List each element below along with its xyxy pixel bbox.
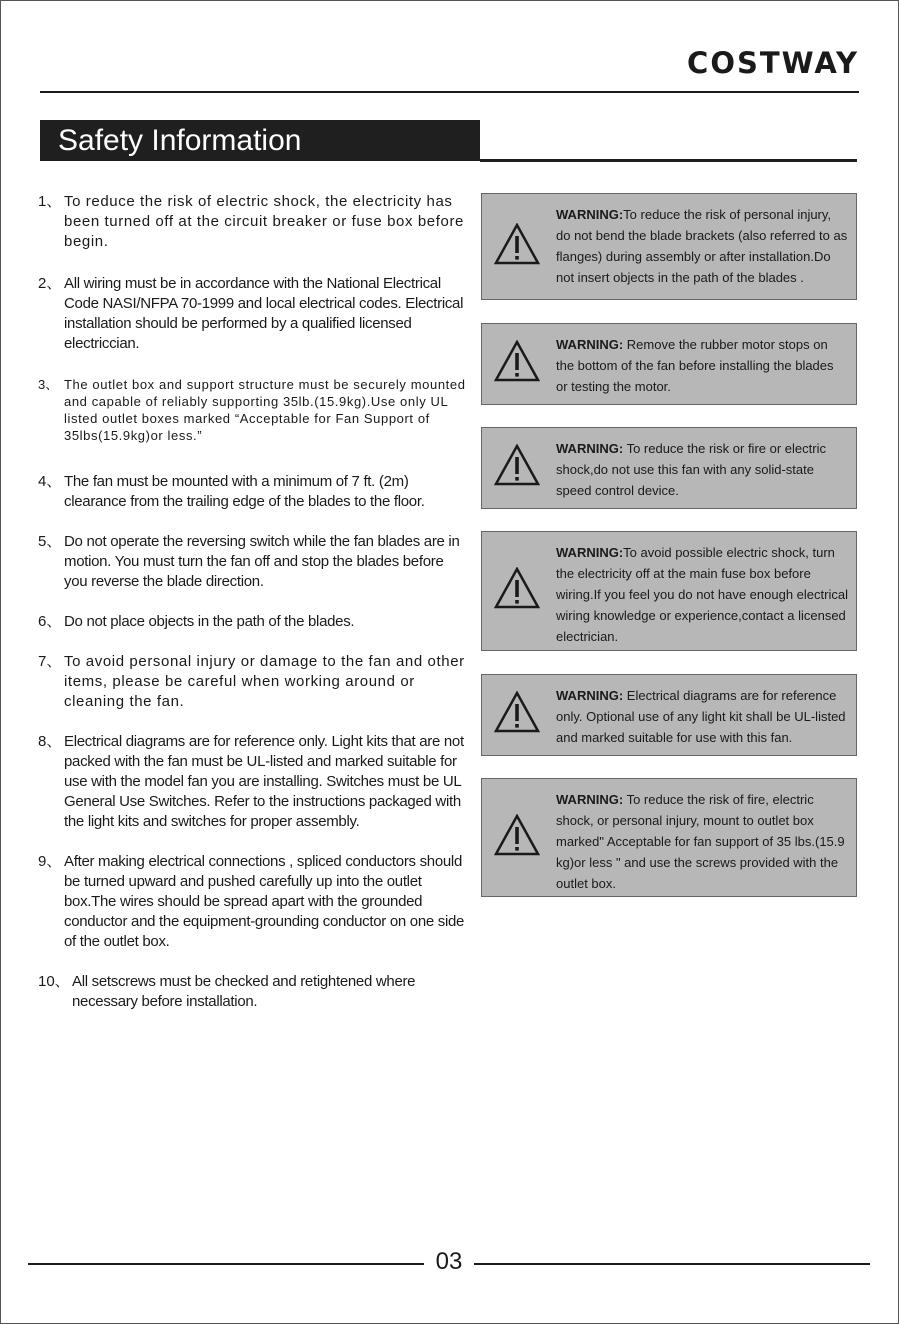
instruction-item bbox=[38, 532, 470, 592]
warning-triangle-icon bbox=[494, 691, 540, 733]
warning-triangle-icon bbox=[494, 814, 540, 856]
page-number: 03 bbox=[435, 1248, 463, 1275]
instruction-number: 1、 bbox=[38, 193, 62, 210]
instruction-number: 3、 bbox=[38, 377, 59, 392]
instruction-item bbox=[38, 852, 470, 952]
warning-box bbox=[481, 674, 857, 756]
warning-label: WARNING: bbox=[556, 688, 624, 703]
warning-triangle-icon bbox=[494, 567, 540, 609]
header-divider bbox=[40, 91, 859, 93]
warning-triangle-icon bbox=[494, 223, 540, 265]
instruction-number: 7、 bbox=[38, 653, 62, 670]
instruction-list bbox=[38, 192, 470, 1032]
warning-box bbox=[481, 427, 857, 509]
warning-label: WARNING: bbox=[556, 545, 624, 560]
section-title: Safety Information bbox=[40, 120, 480, 161]
instruction-text: Electrical diagrams are for reference only. Light kits that are not packed with the fan must be UL-listed and marked suitable for use with the model fan you are installing. Switches must be UL General Use Switches. Refer to the instructions packaged with the light kits and switches for proper assembly. bbox=[64, 733, 464, 830]
instruction-text: After making electrical connections , spliced conductors should be turned upward and pushed carefully up into the outlet box.The wires should be spread apart with the grounded conductor and the equipment-grounding conductor on one side of the outlet box. bbox=[64, 853, 465, 950]
warning-box bbox=[481, 193, 857, 300]
instruction-text: The fan must be mounted with a minimum of 7 ft. (2m) clearance from the trailing edge of the blades to the floor. bbox=[64, 473, 425, 510]
warning-label: WARNING: bbox=[556, 207, 624, 222]
warning-text bbox=[556, 789, 848, 894]
warning-text bbox=[556, 438, 848, 501]
instruction-number: 6、 bbox=[38, 613, 62, 630]
warning-message: To reduce the risk or fire or electric shock,do not use this fan with any solid-state speed control device. bbox=[556, 441, 826, 498]
instruction-item bbox=[38, 972, 470, 1012]
instruction-number: 8、 bbox=[38, 733, 62, 750]
instruction-item bbox=[38, 612, 470, 632]
instruction-number: 10、 bbox=[38, 973, 70, 990]
warning-triangle-icon bbox=[494, 444, 540, 486]
instruction-text: Do not place objects in the path of the blades. bbox=[64, 613, 355, 630]
instruction-number: 5、 bbox=[38, 533, 62, 550]
warning-label: WARNING: bbox=[556, 792, 624, 807]
warning-message: To avoid possible electric shock, turn the electricity off at the main fuse box before wiring.If you feel you do not have enough electrical wiring knowledge or experience,contact a licensed electrician. bbox=[556, 545, 848, 644]
warning-triangle-icon bbox=[494, 340, 540, 382]
footer-rule-right bbox=[474, 1263, 870, 1265]
warning-box bbox=[481, 323, 857, 405]
warning-text bbox=[556, 685, 848, 748]
instruction-item bbox=[38, 192, 470, 252]
warning-text bbox=[556, 334, 848, 397]
warning-box bbox=[481, 531, 857, 651]
footer-rule-left bbox=[28, 1263, 424, 1265]
instruction-text: To avoid personal injury or damage to the fan and other items, please be careful when working around or cleaning the fan. bbox=[64, 653, 465, 710]
title-underline bbox=[480, 159, 857, 162]
brand-logo: COSTWAY bbox=[687, 46, 859, 80]
instruction-text: The outlet box and support structure must be securely mounted and capable of reliably supporting 35lb.(15.9kg).Use only UL listed outlet boxes marked “Acceptable for Fan Support of 35lbs(15.9kg)or less.” bbox=[64, 377, 466, 443]
warning-label: WARNING: bbox=[556, 337, 624, 352]
warning-box bbox=[481, 778, 857, 897]
warning-message: Electrical diagrams are for reference only. Optional use of any light kit shall be UL-listed and marked suitable for use with this fan. bbox=[556, 688, 846, 745]
instruction-item bbox=[38, 274, 470, 354]
instruction-item bbox=[38, 472, 470, 512]
instruction-text: All setscrews must be checked and retightened where necessary before installation. bbox=[72, 973, 416, 1010]
instruction-item bbox=[38, 732, 470, 832]
warning-text bbox=[556, 542, 848, 647]
instruction-item bbox=[38, 652, 470, 712]
instruction-number: 9、 bbox=[38, 853, 62, 870]
warning-message: To reduce the risk of personal injury, do not bend the blade brackets (also referred to as flanges) during assembly or after installation.Do not insert objects in the path of the blades . bbox=[556, 207, 848, 285]
instruction-text: Do not operate the reversing switch while the fan blades are in motion. You must turn the fan off and stop the blades before you reverse the blade direction. bbox=[64, 533, 460, 590]
instruction-text: All wiring must be in accordance with the National Electrical Code NASI/NFPA 70-1999 and local electrical codes. Electrical installation should be performed by a qualified licensed electriccian. bbox=[64, 275, 464, 352]
instruction-text: To reduce the risk of electric shock, the electricity has been turned off at the circuit breaker or fuse box before begin. bbox=[64, 193, 464, 250]
warning-text bbox=[556, 204, 848, 288]
warning-message: To reduce the risk of fire, electric shock, or personal injury, mount to outlet box marked" Acceptable for fan support of 35 lbs.(15.9 kg)or less " and use the screws provided with the outlet box. bbox=[556, 792, 845, 891]
instruction-item bbox=[38, 376, 470, 444]
instruction-number: 4、 bbox=[38, 473, 62, 490]
warning-message: Remove the rubber motor stops on the bottom of the fan before installing the blades or testing the motor. bbox=[556, 337, 834, 394]
warning-label: WARNING: bbox=[556, 441, 624, 456]
instruction-number: 2、 bbox=[38, 275, 62, 292]
